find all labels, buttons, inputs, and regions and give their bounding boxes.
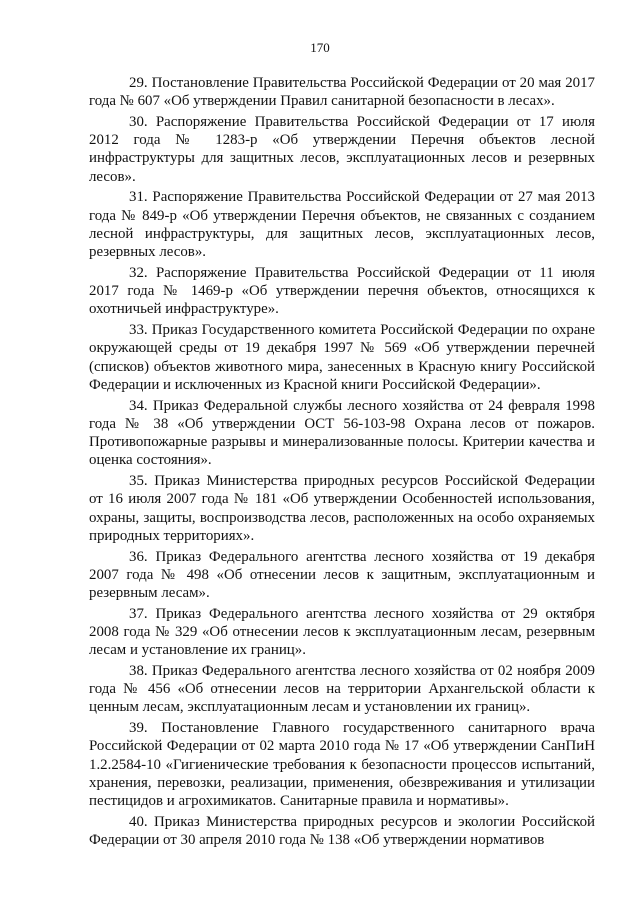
list-item-number: 33.: [129, 322, 148, 339]
list-item-text: Приказ Федеральной службы лесного хозяйства от 24 февраля 1998 года № 38 «Об утверждении ОСТ 56-103-98 Охрана лесов от пожаров. Противопожарные разрывы и минерализованные полосы. Критерии качества и оценка состояния».: [89, 397, 595, 469]
list-item: [89, 813, 595, 850]
list-item-text: Постановление Главного государственного санитарного врача Российской Федерации от 02 марта 2010 года № 17 «Об утверждении СанПиН 1.2.2584-10 «Гигиенические требования к безопасности процессов испытаний, хранения, перевозки, реализации, применения, обезвреживания и утилизации пестицидов и агрохимикатов. Санитарные правила и нормативы».: [89, 720, 595, 810]
list-item-text: Приказ Министерства природных ресурсов и экологии Российской Федерации от 30 апреля 2010 года № 138 «Об утверждении нормативов: [89, 813, 595, 849]
list-item-number: 29.: [129, 75, 148, 91]
list-item-text: Распоряжение Правительства Российской Федерации от 17 июля 2012 года № 1283-р «Об утверждении Перечня объектов лесной инфраструктуры для защитных лесов, эксплуатационных лесов и резервных лесов».: [89, 113, 595, 185]
list-item-number: 37.: [129, 605, 148, 622]
list-item-text: Распоряжение Правительства Российской Федерации от 11 июля 2017 года № 1469-р «Об утверждении перечня объектов, относящихся к охотничьей инфраструктуре».: [89, 264, 595, 318]
list-item-number: 34.: [129, 397, 148, 414]
list-item-text: Распоряжение Правительства Российской Федерации от 27 мая 2013 года № 849-р «Об утверждении Перечня объектов, не связанных с созданием лесной инфраструктуры, для защитных лесов, эксплуатационных лесов, резервных лесов».: [89, 189, 595, 261]
list-item: [89, 74, 595, 111]
list-item: [89, 113, 595, 186]
list-item: [89, 188, 595, 261]
list-item-text: Приказ Министерства природных ресурсов Российской Федерации от 16 июля 2007 года № 181 «Об утверждении Особенностей использования, охраны, защиты, воспроизводства лесов, расположенных на особо охраняемых природных территориях».: [89, 473, 595, 544]
list-item-number: 32.: [129, 264, 148, 281]
list-item: [89, 321, 595, 394]
list-item-text: Приказ Федерального агентства лесного хозяйства от 19 декабря 2007 года № 498 «Об отнесении лесов к защитным, эксплуатационным и резервным лесам».: [89, 548, 595, 602]
list-item: [89, 605, 595, 660]
list-item-text: Приказ Федерального агентства лесного хозяйства от 29 октября 2008 года № 329 «Об отнесении лесов к эксплуатационным лесам, резервным лесам и установление их границ».: [89, 605, 595, 659]
list-item: [89, 719, 595, 810]
list-item: [89, 472, 595, 545]
list-item-number: 30.: [129, 113, 148, 130]
list-item: [89, 548, 595, 603]
list-item-text: Приказ Государственного комитета Российской Федерации по охране окружающей среды от 19 декабря 1997 № 569 «Об утверждении перечней (списков) объектов животного мира, занесенных в Красную книгу Российской Федерации и исключенных из Красной книги Российской Федерации».: [89, 322, 595, 393]
list-item-text: Приказ Федерального агентства лесного хозяйства от 02 ноября 2009 года № 456 «Об отнесении лесов на территории Архангельской области к ценным лесам, эксплуатационным лесам и установлении их границ».: [89, 662, 595, 716]
document-body: [89, 74, 595, 852]
list-item-number: 35.: [129, 473, 148, 490]
list-item-text: Постановление Правительства Российской Федерации от 20 мая 2017 года № 607 «Об утверждении Правил санитарной безопасности в лесах».: [89, 75, 595, 110]
list-item-number: 39.: [129, 720, 148, 737]
list-item-number: 40.: [129, 813, 148, 830]
page-number: 170: [310, 40, 330, 55]
list-item: [89, 662, 595, 717]
list-item-number: 36.: [129, 548, 148, 565]
list-item-number: 38.: [129, 662, 148, 679]
list-item: [89, 264, 595, 319]
list-item-number: 31.: [129, 189, 148, 206]
list-item: [89, 397, 595, 470]
